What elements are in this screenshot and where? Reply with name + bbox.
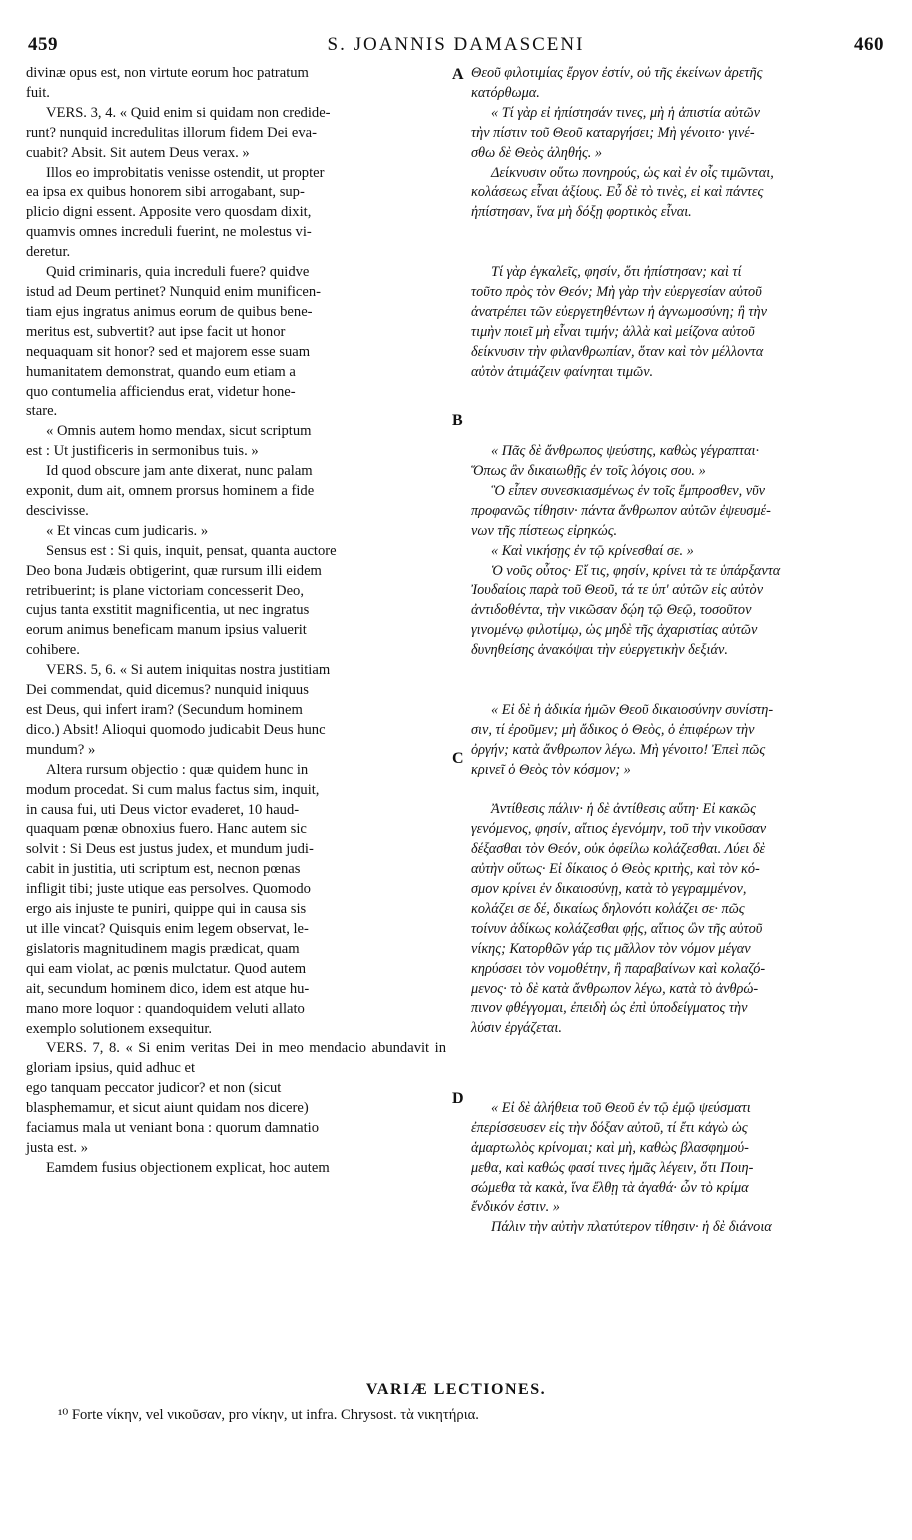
greek-line: ἐπερίσσευσεν εἰς τὴν δόξαν αὐτοῦ, τί ἔτι κἀγὼ ὡς (471, 1119, 748, 1136)
latin-line: VERS. 7, 8. « Si enim veritas Dei in meo mendacio abundavit in gloriam ipsius, quid adhuc et (26, 1040, 446, 1077)
latin-line: mano more loquor : quandoquidem veluti allato (26, 1000, 305, 1017)
latin-line: ut ille vincat? Quisquis enim legem observat, le- (26, 920, 309, 937)
latin-line: nequaquam sit honor? sed et majorem esse suam (26, 343, 311, 360)
greek-line: Ὁ νοῦς οὗτος· Εἴ τις, φησίν, κρίνει τὰ τε ὑπάρξαντα (491, 562, 781, 579)
greek-line: Θεοῦ φιλοτιμίας ἔργον ἐστίν, οὐ τῆς ἐκείνων ἀρετῆς (471, 65, 763, 81)
greek-line: « Τί γὰρ εἰ ἠπίστησάν τινες, μὴ ἡ ἀπιστία αὐτῶν (491, 104, 760, 121)
margin-mark-d: D (452, 1090, 464, 1107)
greek-line: σώμεθα τὰ κακὰ, ἵνα ἔλθῃ τὰ ἀγαθά· ὧν τὸ κρίμα (471, 1179, 749, 1196)
greek-line: ἀνατρέπει τῶν εὐεργετηθέντων ἡ ἀγνωμοσύνη; ἢ τὴν (471, 303, 767, 320)
page-header (28, 34, 884, 56)
greek-line: μεθα, καὶ καθώς φασί τινες ἡμᾶς λέγειν, ὅτι Ποιη- (471, 1159, 754, 1176)
greek-line: λύσιν ἐργάζεται. (471, 1020, 562, 1037)
latin-line: solvit : Si Deus est justus judex, et mundum judi- (26, 841, 314, 858)
greek-line: ὀργήν; κατὰ ἄνθρωπον λέγω. Μὴ γένοιτο! Ἐπεὶ πῶς (471, 741, 766, 758)
latin-line: quaquam pœnæ obnoxius fuero. Hanc autem sic (26, 821, 307, 838)
latin-line: deretur. (26, 244, 71, 261)
latin-line: mundum? » (26, 741, 96, 758)
latin-line: infligit tibi; juste utique eas persolves. Quomodo (26, 881, 311, 898)
margin-mark-a: A (452, 66, 464, 83)
latin-line: divinæ opus est, non virtute eorum hoc patratum (26, 65, 309, 81)
greek-line: προφανῶς τίθησιν· πάντα ἄνθρωπον αὐτῶν ἐψευσμέ- (471, 502, 771, 519)
latin-line: stare. (26, 403, 58, 420)
latin-line: ea ipsa ex quibus honorem sibi arrogabant, sup- (26, 184, 305, 201)
latin-line: gislatoris magnitudinem magis prædicat, quam (26, 940, 300, 957)
margin-mark-b: B (452, 412, 463, 429)
greek-line: κηρύσσει τὸν νομοθέτην, ἢ παραβαίνων καὶ κολαζό- (471, 960, 766, 977)
page-number-right: 460 (854, 34, 884, 55)
greek-line: Τί γὰρ ἐγκαλεῖς, φησίν, ὅτι ἠπίστησαν; καὶ τί (491, 264, 742, 281)
variae-lectiones-note: ¹⁰ Forte νίκην, vel νικοῦσαν, pro νίκην, ut infra. Chrysost. τὰ νικητήρια. (58, 1407, 479, 1423)
greek-line: νίκης; Κατορθῶν γάρ τις μᾶλλον τὸν νόμον μέγαν (471, 940, 751, 957)
greek-line: ἠπίστησαν, ἵνα μὴ δόξῃ φορτικὸς εἶναι. (471, 204, 692, 221)
greek-line: ἔνδικόν ἐστιν. » (471, 1199, 560, 1216)
greek-line: ἁμαρτωλὸς κρίνομαι; καὶ μὴ, καθὼς βλασφημού- (471, 1139, 749, 1156)
running-title: S. JOANNIS DAMASCENI (327, 34, 585, 55)
greek-line: « Καὶ νικήσῃς ἐν τῷ κρίνεσθαί σε. » (491, 542, 694, 559)
latin-line: Altera rursum objectio : quæ quidem hunc in (46, 761, 309, 778)
greek-line: μενος· τὸ δὲ κατὰ ἄνθρωπον λέγω, κατὰ τὸ ἀνθρώ- (471, 980, 759, 997)
greek-line: σιν, τί ἐροῦμεν; μὴ ἄδικος ὁ Θεὸς, ὁ ἐπιφέρων τὴν (471, 721, 755, 738)
latin-line: Deo bona Judæis obtigerint, quæ rursum illi eidem (26, 562, 322, 579)
latin-column (26, 64, 446, 1179)
latin-line: justa est. » (26, 1139, 89, 1156)
latin-line: quo contumelia afficiendus erat, videtur hone- (26, 383, 296, 400)
latin-line: plicio digni essent. Apposite vero quosdam dixit, (26, 204, 312, 221)
greek-line: κολάσεως εἶναι ἀξίους. Εὖ δὲ τὸ τινὲς, εἰ καὶ πάντες (471, 184, 764, 201)
latin-line: ego tanquam peccator judicor? et non (sicut (26, 1080, 282, 1097)
greek-line: γινομένῳ φιλοτίμῳ, ὡς μηδὲ τῆς ἀχαριστίας αὐτῶν (471, 622, 758, 639)
greek-line: δείκνυσιν τὴν φιλανθρωπίαν, ὅταν καὶ τὸν μέλλοντα (471, 343, 764, 360)
greek-line: νων τῆς πίστεως εἰρηκώς. (471, 522, 618, 539)
variae-lectiones-title: VARIÆ LECTIONES. (365, 1381, 547, 1398)
greek-line: τοῦτο πρὸς τὸν Θεόν; Μὴ γὰρ τὴν εὐεργεσίαν αὐτοῦ (471, 283, 762, 300)
greek-line: Ἀντίθεσις πάλιν· ἡ δὲ ἀντίθεσις αὕτη· Εἰ κακῶς (491, 801, 756, 818)
latin-line: Dei commendat, quid dicemus? nunquid iniquus (26, 682, 309, 699)
greek-line: ἀντιδοθέντα, τὴν νικῶσαν δῴη τῷ Θεῷ, τοσοῦτον (471, 602, 752, 619)
greek-line: « Εἰ δὲ ἀλήθεια τοῦ Θεοῦ ἐν τῷ ἐμῷ ψεύσματι (491, 1099, 751, 1116)
latin-line: qui eam violat, ac pœnis mulctatur. Quod autem (26, 960, 307, 977)
greek-line: κατόρθωμα. (471, 84, 540, 101)
latin-line: quamvis omnes increduli fuerint, ne molestus vi- (26, 224, 312, 241)
page-number-left: 459 (28, 34, 58, 55)
latin-line: est : Ut justificeris in sermonibus tuis. » (26, 443, 259, 460)
latin-line: Id quod obscure jam ante dixerat, nunc palam (46, 463, 313, 480)
latin-line: istud ad Deum pertinet? Nunquid enim munificen- (26, 283, 322, 300)
greek-line: σμον κρίνει ἐν δικαιοσύνῃ, κατὰ τὸ γεγραμμένον, (471, 881, 747, 898)
greek-line: Ὅπως ἂν δικαιωθῇς ἐν τοῖς λόγοις σου. » (471, 463, 706, 480)
latin-line: eorum animus beneficam manum ipsius valuerit (26, 622, 307, 639)
latin-line: in causa fui, uti Deus victor evaderet, 10 haud- (26, 801, 300, 818)
latin-line: ait, secundum hominem dico, idem est atque hu- (26, 980, 310, 997)
latin-line: modum procedat. Si cum malus factus sim, inquit, (26, 781, 320, 798)
greek-line: κρινεῖ ὁ Θεὸς τὸν κόσμον; » (471, 761, 631, 778)
margin-mark-c: C (452, 750, 464, 767)
greek-line: Πάλιν τὴν αὐτὴν πλατύτερον τίθησιν· ἡ δὲ διάνοια (491, 1219, 772, 1236)
latin-line: humanitatem demonstrat, quando eum etiam a (26, 363, 296, 380)
latin-line: cabit in justitia, uti scriptum est, necnon pœnas (26, 861, 301, 878)
latin-line: exponit, dum ait, omnem prorsus hominem a fide (26, 483, 315, 500)
latin-line: retribuerint; is plane victoriam concesserit Deo, (26, 582, 304, 599)
latin-line: « Et vincas cum judicaris. » (46, 522, 209, 539)
latin-line: cuabit? Absit. Sit autem Deus verax. » (26, 144, 250, 161)
greek-line: « Εἰ δὲ ἡ ἀδικία ἡμῶν Θεοῦ δικαιοσύνην συνίστη- (491, 701, 774, 718)
greek-line: κολάζει σε δέ, δικαίως δηλονότι κολάζει σε· πῶς (471, 900, 745, 917)
latin-line: runt? nunquid incredulitas illorum fidem Dei eva- (26, 124, 317, 141)
latin-line: VERS. 5, 6. « Si autem iniquitas nostra justitiam (46, 662, 331, 679)
latin-line: descivisse. (26, 502, 89, 519)
latin-line: tiam ejus ingratus animus eorum de quibus bene- (26, 303, 313, 320)
latin-line: Illos eo improbitatis venisse ostendit, ut propter (46, 164, 325, 181)
latin-line: exemplo solutionem exsequitur. (26, 1020, 213, 1037)
greek-line: δυνηθείσης ἀνακόψαι τὴν εὐεργετικὴν δεξιάν. (471, 642, 728, 659)
latin-line: ergo ais injuste te puniri, quippe qui in causa sis (26, 901, 307, 918)
latin-line: cohibere. (26, 642, 80, 659)
latin-line: Eamdem fusius objectionem explicat, hoc autem (46, 1159, 330, 1176)
greek-line: « Πᾶς δὲ ἄνθρωπος ψεύστης, καθὼς γέγραπται· (491, 443, 760, 460)
greek-line: αὐτὸν ἀτιμάζειν φαίνηται τιμῶν. (471, 363, 654, 380)
greek-line: Ὃ εἶπεν συνεσκιασμένως ἐν τοῖς ἔμπροσθεν, νῦν (491, 482, 765, 499)
latin-line: VERS. 3, 4. « Quid enim si quidam non credide- (46, 104, 331, 121)
latin-line: Quid criminaris, quia increduli fuere? quidve (46, 264, 310, 281)
greek-line: αὐτὴν οὕτως· Εἰ δίκαιος ὁ Θεὸς κριτὴς, καὶ τὸν κό- (471, 861, 760, 878)
greek-line: τιμὴν ποιεῖ μὴ εἶναι τιμήν; ἀλλὰ καὶ μείζονα αὐτοῦ (471, 323, 755, 340)
greek-line: δέξασθαι τὸν Θεόν, οὐκ ὀφείλω κολάζεσθαι. Λύει δὲ (471, 841, 766, 858)
greek-line: γενόμενος, φησίν, αἴτιος ἐγενόμην, τοῦ τὴν νικοῦσαν (471, 821, 767, 838)
latin-line: cujus tanta exstitit magnificentia, ut nec ingratus (26, 602, 310, 619)
latin-line: « Omnis autem homo mendax, sicut scriptum (46, 423, 312, 440)
greek-line: Ἰουδαίοις παρὰ τοῦ Θεοῦ, τά τε ὑπ' αὐτῶν εἰς αὐτὸν (471, 582, 764, 599)
greek-line: τὴν πίστιν τοῦ Θεοῦ καταργήσει; Μὴ γένοιτο· γινέ- (471, 124, 755, 141)
greek-line: τοίνυν ἀδίκως κολάζεσθαι φῄς, αἴτιος ὢν τῆς αὐτοῦ (471, 920, 763, 937)
latin-line: Sensus est : Si quis, inquit, pensat, quanta auctore (46, 542, 337, 559)
latin-line: est Deus, qui infert iram? (Secundum hominem (26, 702, 303, 718)
latin-line: fuit. (26, 84, 50, 101)
latin-line: faciamus mala ut veniant bona : quorum damnatio (26, 1120, 320, 1137)
latin-line: dico.) Absit! Alioqui quomodo judicabit Deus hunc (26, 721, 326, 738)
greek-column (471, 64, 878, 1238)
latin-line: blasphemamur, et sicut aiunt quidam nos dicere) (26, 1100, 309, 1117)
latin-line: meritus est, subvertit? aut ipse facit ut honor (26, 323, 286, 340)
greek-line: πινον φθέγγομαι, ἐπειδὴ ὡς ἐπὶ ὑποδείγματος τὴν (471, 1000, 748, 1017)
greek-line: Δείκνυσιν οὕτω πονηρούς, ὡς καὶ ἐν οἷς τιμῶνται, (491, 164, 774, 181)
greek-line: σθω δὲ Θεὸς ἀληθής. » (471, 144, 603, 161)
